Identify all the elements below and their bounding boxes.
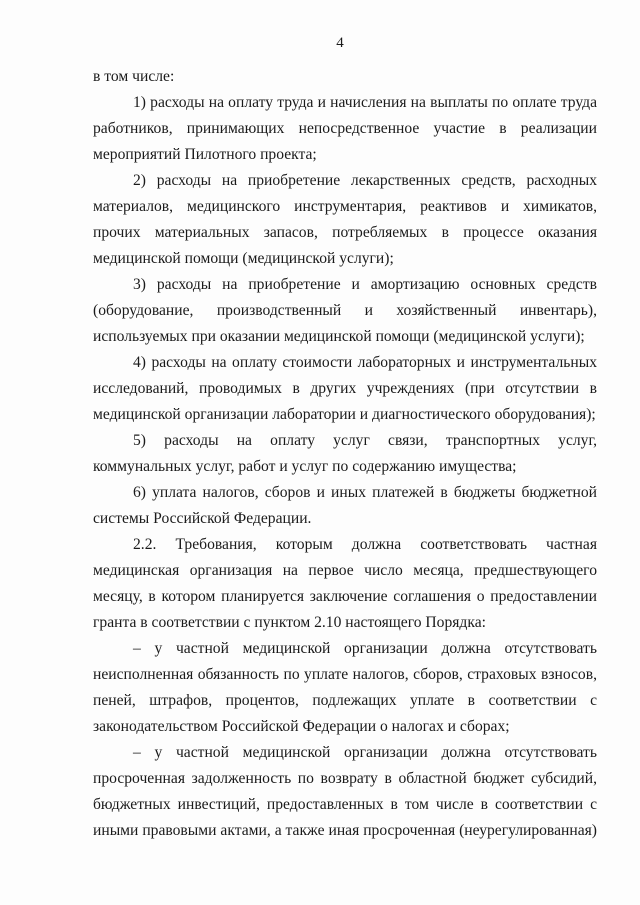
section-2-2: 2.2. Требования, которым должна соответствовать частная медицинская организация на первое число месяца, предшествующего месяцу, в котором планируется заключение соглашения о предоставлении гранта в соответствии с пунктом 2.10 настоящего Порядка: (93, 536, 597, 631)
requirement-item-2: – у частной медицинской организации должна отсутствовать просроченная задолженность по возврату в областной бюджет субсидий, бюджетных инвестиций, предоставленных в том числе в соответствии с иными правовыми актами, а также иная просроченная (неурегулированная) (93, 744, 597, 839)
list-item-6: 6) уплата налогов, сборов и иных платежей в бюджеты бюджетной системы Российской Федерации. (93, 484, 597, 527)
page-number: 4 (336, 35, 344, 51)
list-item-3: 3) расходы на приобретение и амортизацию основных средств (оборудование, производственный и хозяйственный инвентарь), используемых при оказании медицинской помощи (медицинской услуги); (93, 276, 597, 345)
document-body (93, 64, 597, 844)
list-item-2: 2) расходы на приобретение лекарственных средств, расходных материалов, медицинского инструментария, реактивов и химикатов, прочих материальных запасов, потребляемых в процессе оказания медицинской помощи (медицинской услуги); (93, 172, 597, 267)
paragraph-intro: в том числе: (93, 68, 175, 85)
list-item-5: 5) расходы на оплату услуг связи, транспортных услуг, коммунальных услуг, работ и услуг по содержанию имущества; (93, 432, 597, 475)
list-item-1: 1) расходы на оплату труда и начисления на выплаты по оплате труда работников, принимающих непосредственное участие в реализации мероприятий Пилотного проекта; (93, 94, 597, 163)
list-item-4: 4) расходы на оплату стоимости лабораторных и инструментальных исследований, проводимых в других учреждениях (при отсутствии в медицинской организации лаборатории и диагностического оборудования); (93, 354, 597, 423)
requirement-item-1: – у частной медицинской организации должна отсутствовать неисполненная обязанность по уплате налогов, сборов, страховых взносов, пеней, штрафов, процентов, подлежащих уплате в соответствии с законодательством Российской Федерации о налогах и сборах; (93, 640, 597, 735)
